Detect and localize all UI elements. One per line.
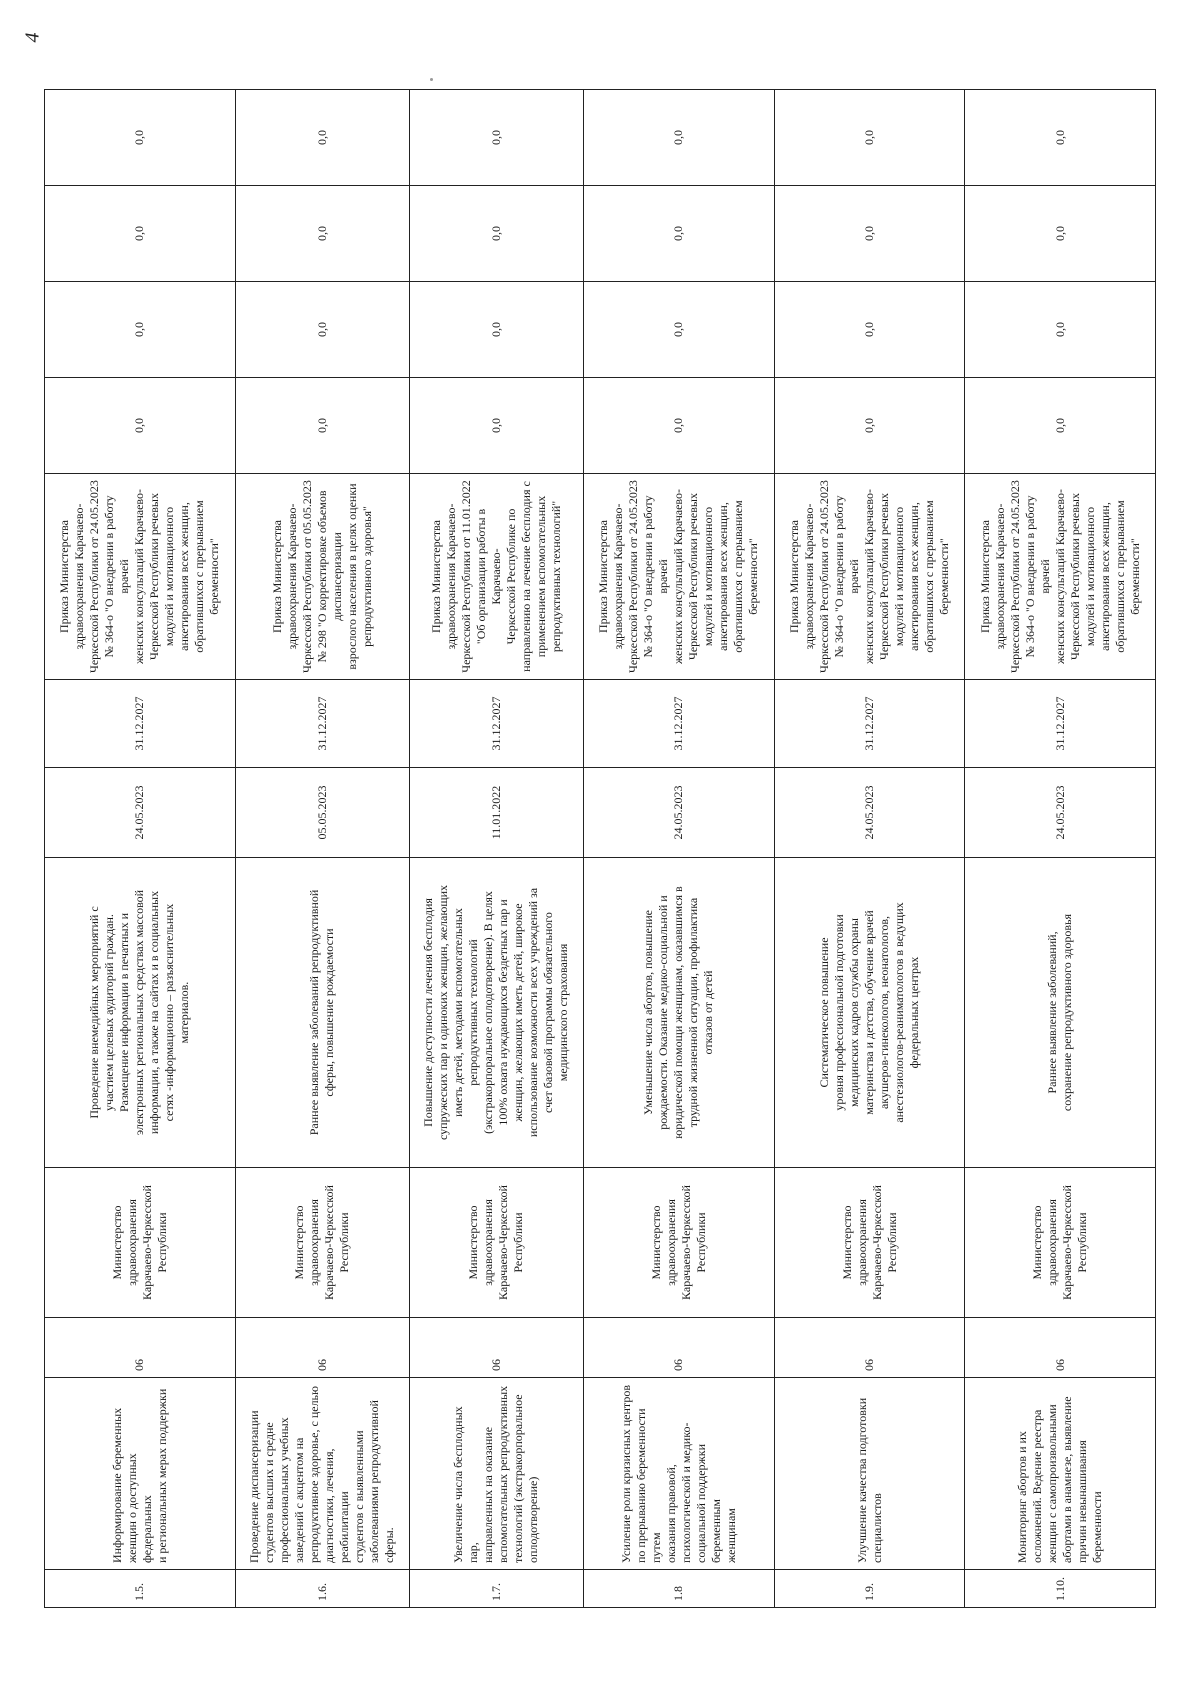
end-date <box>409 680 583 768</box>
measure-name <box>235 1378 409 1570</box>
responsible-executor-text: Министерство здравоохранения Карачаево-Черкесской Республики <box>1030 1185 1090 1300</box>
expected-result-text: Проведение внемедийных мероприятий с участием целевых аудиторий граждан. Размещение информации в печатных и электронных региональных средствах массовой информации, а также на сайтах и в социальных сетях -информационно – разъяснительных материалов. <box>87 889 192 1136</box>
measure-name-text: Проведение диспансеризации студентов высших и средне профессиональных учебных заведений с акцентом на репродуктивное здоровье, с целью диагностики, лечения, реабилитации студентов с выявленными заболеваниями репродуктивной сферы. <box>247 1386 397 1563</box>
code-cell <box>774 1318 965 1378</box>
legal-document-text: Приказ Министерства здравоохранения Карачаево- Черкесской Республики от 24.05.2023 № 364-о "О внедрении в работу врачей женских консультаций Карачаево- Черкесской Республики речевых модулей и мотивационного анкетирования всех женщин, обратившихся с прерыванием беременности" <box>57 480 222 673</box>
funding-value-1 <box>965 378 1156 474</box>
start-date-text: 05.05.2023 <box>314 785 329 840</box>
measure-name <box>409 1378 583 1570</box>
start-date <box>774 768 965 858</box>
legal-document <box>774 474 965 680</box>
funding-value-3-text: 0,0 <box>314 226 329 241</box>
table-row <box>235 90 409 1608</box>
funding-value-2-text: 0,0 <box>671 322 686 337</box>
code-cell-text: 06 <box>132 1359 147 1371</box>
table-row <box>584 90 775 1608</box>
expected-result-text: Повышение доступности лечения бесплодия супружеских пар и одиноких женщин, желающих иметь детей, методами вспомогательных репродуктивных технологий (экстракорпоральное оплодотворение). В целях 100% охвата нуждающихся бездетных пар и женщин, желающих иметь детей, широкое использование возможности всех учреждений за счет базовой программы обязательного медицинского страхования <box>421 885 571 1140</box>
funding-value-3 <box>965 186 1156 282</box>
row-number-text: 1.9. <box>862 1583 876 1601</box>
responsible-executor <box>584 1168 775 1318</box>
row-number-text: 1.10. <box>1052 1577 1067 1601</box>
end-date-text: 31.12.2027 <box>488 696 503 751</box>
funding-value-1 <box>409 378 583 474</box>
code-cell <box>45 1318 236 1378</box>
funding-value-3-text: 0,0 <box>1052 226 1067 241</box>
funding-value-2-text: 0,0 <box>132 322 147 337</box>
measure-name-text: Увеличение числа бесплодных пар, направленных на оказание вспомогательных репродуктивных технологий (экстракорпоральное оплодотворение) <box>451 1385 541 1563</box>
funding-value-3 <box>235 186 409 282</box>
funding-value-4-text: 0,0 <box>1052 130 1067 145</box>
responsible-executor-text: Министерство здравоохранения Карачаево-Черкесской Республики <box>839 1185 899 1300</box>
code-cell-text: 06 <box>862 1359 876 1371</box>
responsible-executor-text: Министерство здравоохранения Карачаево-Черкесской Республики <box>648 1185 708 1300</box>
measure-name <box>584 1378 775 1570</box>
funding-value-2-text: 0,0 <box>862 322 876 337</box>
start-date-text: 24.05.2023 <box>671 785 686 840</box>
row-number <box>965 1570 1156 1608</box>
row-number <box>235 1570 409 1608</box>
funding-value-2 <box>965 282 1156 378</box>
expected-result-text: Уменьшение числа абортов, повышение рождаемости. Оказание медико-социальной и юридической помощи женщинам, оказавшимся в трудной жизненной ситуации, профилактика отказов от детей <box>641 886 716 1139</box>
legal-document <box>965 474 1156 680</box>
table-row <box>45 90 236 1608</box>
row-number <box>45 1570 236 1608</box>
end-date-text: 31.12.2027 <box>314 696 329 751</box>
start-date-text: 24.05.2023 <box>862 785 876 840</box>
measure-name <box>965 1378 1156 1570</box>
expected-result <box>965 858 1156 1168</box>
funding-value-1-text: 0,0 <box>314 418 329 433</box>
end-date <box>774 680 965 768</box>
code-cell-text: 06 <box>488 1359 503 1371</box>
funding-value-3 <box>409 186 583 282</box>
funding-value-4 <box>409 90 583 186</box>
funding-value-2-text: 0,0 <box>314 322 329 337</box>
measure-name <box>45 1378 236 1570</box>
code-cell <box>965 1318 1156 1378</box>
measure-name <box>774 1378 965 1570</box>
responsible-executor-text: Министерство здравоохранения Карачаево-Черкесской Республики <box>109 1185 169 1300</box>
funding-value-4-text: 0,0 <box>488 130 503 145</box>
end-date-text: 31.12.2027 <box>671 696 686 751</box>
start-date <box>235 768 409 858</box>
table-row <box>965 90 1156 1608</box>
start-date-text: 24.05.2023 <box>132 785 147 840</box>
start-date-text: 24.05.2023 <box>1052 785 1067 840</box>
legal-document-text: Приказ Министерства здравоохранения Карачаево- Черкесской Республики от 24.05.2023 № 364-о "О внедрении в работу врачей женских консультаций Карачаево- Черкесской Республики речевых модулей и мотивационного анкетирования всех женщин, обратившихся с прерыванием беременности" <box>596 480 761 673</box>
responsible-executor <box>235 1168 409 1318</box>
responsible-executor <box>774 1168 965 1318</box>
responsible-executor <box>965 1168 1156 1318</box>
end-date-text: 31.12.2027 <box>132 696 147 751</box>
code-cell-text: 06 <box>314 1359 329 1371</box>
funding-value-3-text: 0,0 <box>862 226 876 241</box>
row-number-text: 1.8 <box>671 1586 686 1601</box>
funding-value-4 <box>965 90 1156 186</box>
measure-name-text: Усиление роли кризисных центров по прерыванию беременности путем оказания правовой, психологической и медико- социальной поддержки беременным женщинам <box>618 1385 738 1563</box>
legal-document <box>409 474 583 680</box>
legal-document-text: Приказ Министерства здравоохранения Карачаево- Черкесской Республики от 11.01.2022 "Об организации работы в Карачаево- Черкесской Республике по направлению на лечение бесплодия с применением вспомогательных репродуктивных технологий" <box>428 480 563 673</box>
funding-value-1 <box>584 378 775 474</box>
funding-value-1-text: 0,0 <box>862 418 876 433</box>
measure-name-text: Улучшение качества подготовки специалистов <box>854 1397 884 1563</box>
code-cell-text: 06 <box>671 1359 686 1371</box>
funding-value-4 <box>774 90 965 186</box>
funding-value-1 <box>45 378 236 474</box>
expected-result <box>235 858 409 1168</box>
funding-value-2 <box>409 282 583 378</box>
row-number-text: 1.6. <box>314 1583 329 1601</box>
page-number-mark: 4 <box>21 32 44 43</box>
legal-document <box>235 474 409 680</box>
start-date <box>584 768 775 858</box>
code-cell-text: 06 <box>1052 1359 1067 1371</box>
responsible-executor <box>45 1168 236 1318</box>
end-date <box>584 680 775 768</box>
legal-document-text: Приказ Министерства здравоохранения Карачаево- Черкесской Республики от 05.05.2023 № 298 "О корректировке объемов диспансеризации взрослого населения в целях оценки репродуктивного здоровья" <box>269 480 374 673</box>
responsible-executor-text: Министерство здравоохранения Карачаево-Черкесской Республики <box>466 1185 526 1300</box>
legal-document-text: Приказ Министерства здравоохранения Карачаево- Черкесской Республики от 24.05.2023 № 364-о "О внедрении в работу врачей женских консультаций Карачаево- Черкесской Республики речевых модулей и мотивационного анкетирования всех женщин, обратившихся с прерыванием беременности" <box>787 480 951 673</box>
funding-value-3-text: 0,0 <box>671 226 686 241</box>
expected-result-text: Раннее выявление заболеваний, сохранение репродуктивного здоровья <box>1045 913 1075 1112</box>
measure-name-text: Мониторинг абортов и их осложнений. Ведение реестра женщин с самопроизвольными абортами в анамнезе, выявление причин невынашивания беременности <box>1015 1396 1105 1563</box>
row-number-text: 1.7. <box>488 1583 503 1601</box>
funding-value-2 <box>45 282 236 378</box>
funding-value-4-text: 0,0 <box>314 130 329 145</box>
row-number <box>774 1570 965 1608</box>
start-date <box>45 768 236 858</box>
start-date-text: 11.01.2022 <box>488 785 503 840</box>
scan-speck <box>430 78 433 81</box>
table-row <box>774 90 965 1608</box>
expected-result <box>584 858 775 1168</box>
funding-value-4-text: 0,0 <box>671 130 686 145</box>
measures-table <box>44 89 1156 1608</box>
legal-document <box>45 474 236 680</box>
start-date <box>409 768 583 858</box>
rotated-table-wrapper <box>44 90 1156 1608</box>
funding-value-4 <box>235 90 409 186</box>
legal-document-text: Приказ Министерства здравоохранения Карачаево- Черкесской Республики от 24.05.2023 № 364-о "О внедрении в работу врачей женских консультаций Карачаево- Черкесской Республики речевых модулей и мотивационного анкетирования всех женщин, обратившихся с прерыванием беременности" <box>977 480 1142 673</box>
expected-result-text: Раннее выявление заболеваний репродуктивной сферы, повышение рождаемости <box>307 889 337 1136</box>
responsible-executor <box>409 1168 583 1318</box>
funding-value-1 <box>774 378 965 474</box>
funding-value-3 <box>45 186 236 282</box>
funding-value-4 <box>45 90 236 186</box>
funding-value-4-text: 0,0 <box>862 130 876 145</box>
expected-result-text: Систематическое повышение уровня профессиональной подготовки медицинских кадров службы охраны материнства и детства, обучение врачей акушеров-гинекологов, неонатологов, анестезиологов-реаниматологов в ведущих федеральных центрах <box>817 902 921 1123</box>
funding-value-2 <box>774 282 965 378</box>
legal-document <box>584 474 775 680</box>
expected-result <box>774 858 965 1168</box>
funding-value-1-text: 0,0 <box>488 418 503 433</box>
code-cell <box>235 1318 409 1378</box>
funding-value-3 <box>774 186 965 282</box>
funding-value-1-text: 0,0 <box>132 418 147 433</box>
expected-result <box>409 858 583 1168</box>
funding-value-2-text: 0,0 <box>1052 322 1067 337</box>
row-number <box>409 1570 583 1608</box>
end-date-text: 31.12.2027 <box>1052 696 1067 751</box>
expected-result <box>45 858 236 1168</box>
funding-value-1-text: 0,0 <box>1052 418 1067 433</box>
start-date <box>965 768 1156 858</box>
funding-value-3-text: 0,0 <box>488 226 503 241</box>
funding-value-2-text: 0,0 <box>488 322 503 337</box>
funding-value-3 <box>584 186 775 282</box>
funding-value-4 <box>584 90 775 186</box>
funding-value-2 <box>584 282 775 378</box>
funding-value-1-text: 0,0 <box>671 418 686 433</box>
row-number <box>584 1570 775 1608</box>
funding-value-3-text: 0,0 <box>132 226 147 241</box>
code-cell <box>584 1318 775 1378</box>
end-date <box>965 680 1156 768</box>
end-date <box>45 680 236 768</box>
row-number-text: 1.5. <box>132 1583 147 1601</box>
table-row <box>409 90 583 1608</box>
end-date-text: 31.12.2027 <box>862 696 876 751</box>
funding-value-4-text: 0,0 <box>132 130 147 145</box>
funding-value-1 <box>235 378 409 474</box>
measure-name-text: Информирование беременных женщин о доступных федеральных и региональных мерах поддержки <box>109 1388 169 1563</box>
funding-value-2 <box>235 282 409 378</box>
end-date <box>235 680 409 768</box>
responsible-executor-text: Министерство здравоохранения Карачаево-Черкесской Республики <box>292 1185 352 1300</box>
code-cell <box>409 1318 583 1378</box>
